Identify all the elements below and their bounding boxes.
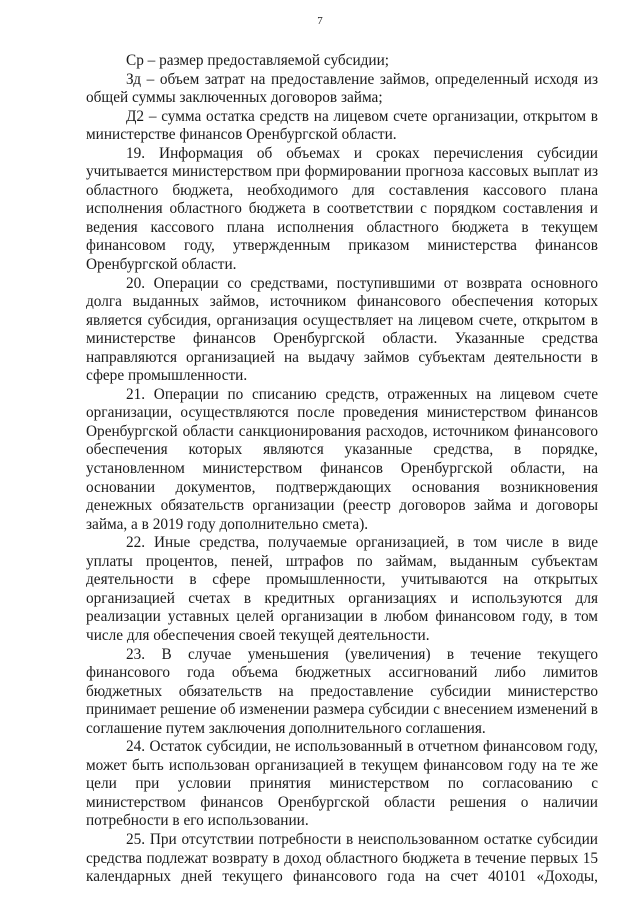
paragraph-25: 25. При отсутствии потребности в неиспользованном остатке субсидии средства подлежат возврату в доход областного бюджета в течение первых 15 календарных дней текущего финансового года на счет 40101 «Доходы, (86, 830, 598, 886)
paragraph-zd-definition: Зд – объем затрат на предоставление займов, определенный исходя из общей суммы заключенных договоров займа; (86, 70, 598, 107)
paragraph-20: 20. Операции со средствами, поступившими от возврата основного долга выданных займов, источником финансового обеспечения которых является субсидия, организация осуществляет на лицевом счете, открытом в министерстве финансов Оренбургской области. Указанные средства направляются организацией на выдачу займов субъектам деятельности в сфере промышленности. (86, 274, 598, 385)
paragraph-24: 24. Остаток субсидии, не использованный в отчетном финансовом году, может быть использован организацией в текущем финансовом году на те же цели при условии принятия министерством по согласованию с министерством финансов Оренбургской области решения о наличии потребности в его использовании. (86, 738, 598, 830)
page-number: 7 (317, 15, 323, 27)
paragraph-19: 19. Информация об объемах и сроках перечисления субсидии учитывается министерством при формировании прогноза кассовых выплат из областного бюджета, необходимого для составления кассового плана исполнения областного бюджета в соответствии с порядком составления и ведения кассового плана исполнения областного бюджета в текущем финансовом году, утвержденным приказом министерства финансов Оренбургской области. (86, 144, 598, 274)
paragraph-23: 23. В случае уменьшения (увеличения) в течение текущего финансового года объема бюджетных ассигнований либо лимитов бюджетных обязательств на предоставление субсидии министерство принимает решение об изменении размера субсидии с внесением изменений в соглашение путем заключения дополнительного соглашения. (86, 645, 598, 737)
document-body (86, 52, 598, 887)
paragraph-cp-definition: Ср – размер предоставляемой субсидии; (126, 52, 390, 69)
paragraph-22: 22. Иные средства, получаемые организацией, в том числе в виде уплаты процентов, пеней, штрафов по займам, выданным субъектам деятельности в сфере промышленности, учитываются на открытых организацией счетах в кредитных организациях и используются для реализации уставных целей организации в любом финансовом году, в том числе для обеспечения своей текущей деятельности. (86, 534, 598, 644)
paragraph-d2-definition: Д2 – сумма остатка средств на лицевом счете организации, открытом в министерстве финансов Оренбургской области. (86, 107, 598, 144)
paragraph-21: 21. Операции по списанию средств, отраженных на лицевом счете организации, осуществляются после проведения министерством финансов Оренбургской области санкционирования расходов, источником финансового обеспечения которых являются указанные средства, в порядке, установленном министерством финансов Оренбургской области, на основании документов, подтверждающих основания возникновения денежных обязательств организации (реестр договоров займа и договоры займа, а в 2019 году дополнительно смета). (86, 385, 598, 533)
